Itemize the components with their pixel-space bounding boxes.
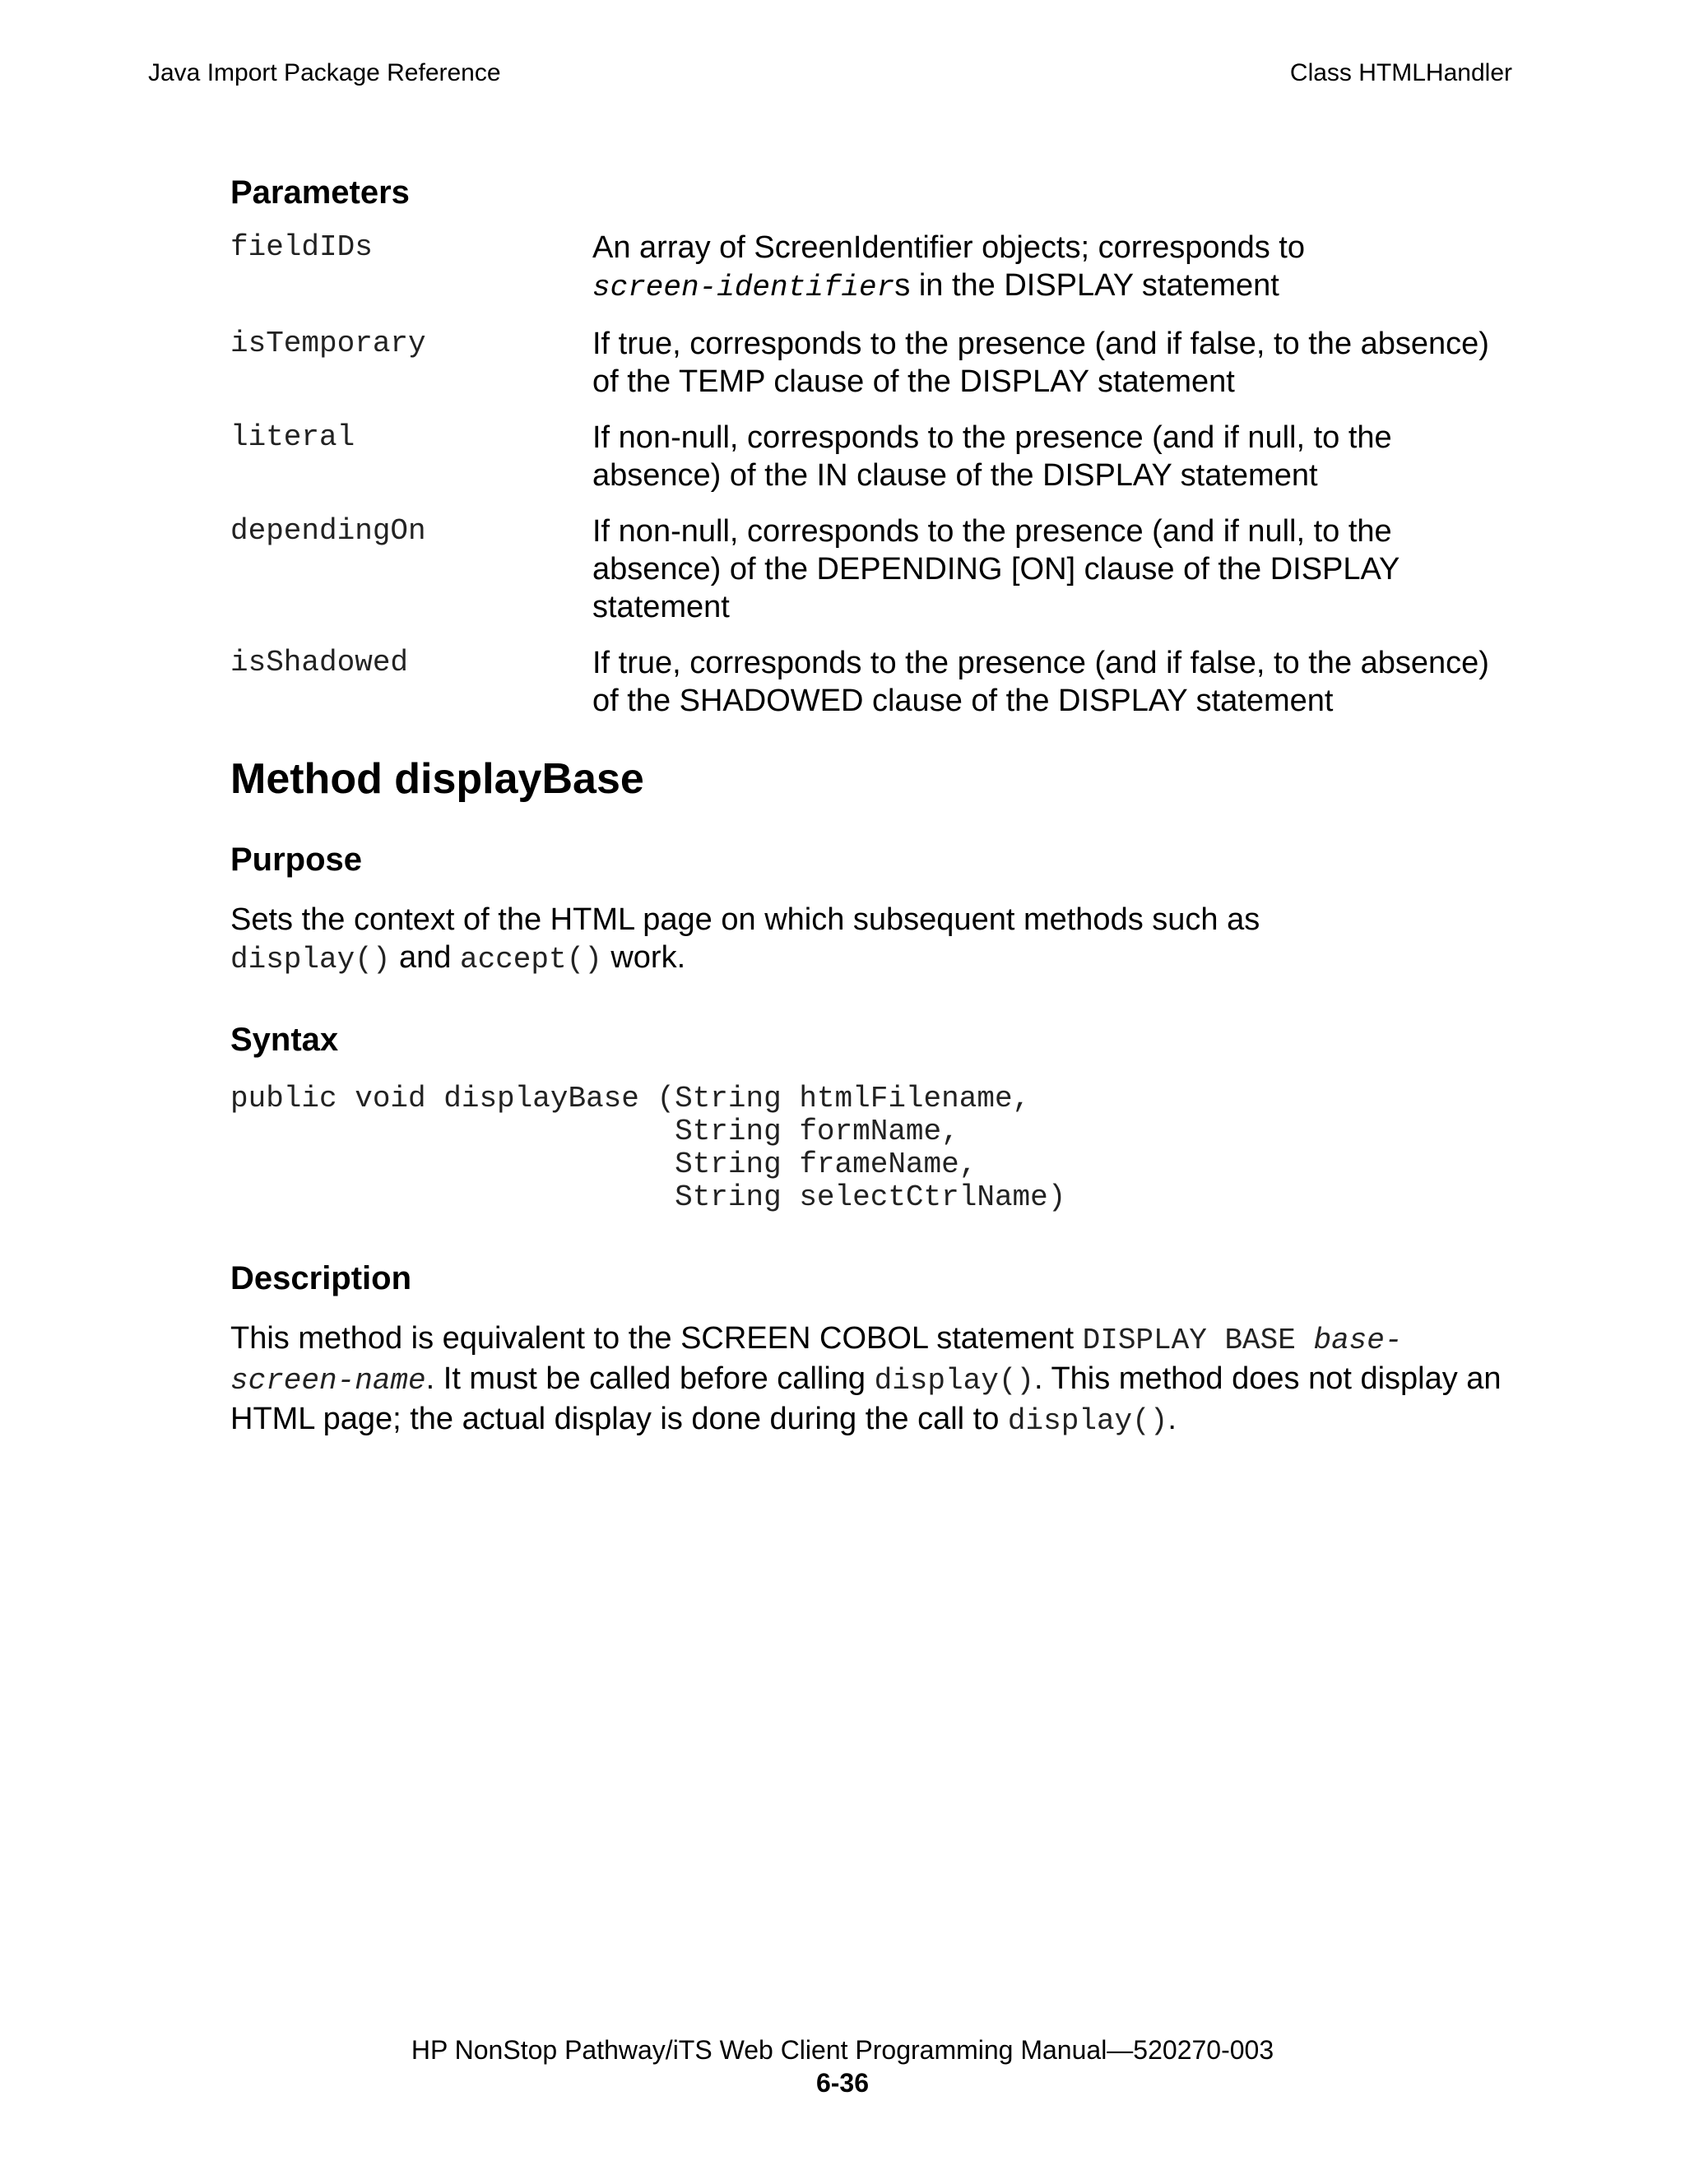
param-row-literal — [230, 419, 1514, 494]
inline-code: accept() — [459, 943, 602, 976]
header-left-title: Java Import Package Reference — [148, 59, 501, 86]
param-desc: If non-null, corresponds to the presence (and if null, to the absence) of the DEPENDING [ON] clause of the DISPLAY statement — [592, 514, 1400, 624]
description-text: This method is equivalent to the SCREEN COBOL statement — [230, 1321, 1083, 1356]
page-content — [230, 165, 1514, 1440]
syntax-heading: Syntax — [230, 1022, 339, 1058]
param-desc-text-rest: s in the DISPLAY statement — [894, 268, 1279, 303]
purpose-text: work. — [601, 940, 686, 975]
param-name: dependingOn — [230, 514, 426, 548]
param-desc: If true, corresponds to the presence (and if false, to the absence) of the TEMP clause of the DISPLAY statement — [592, 327, 1489, 399]
param-name: fieldIDs — [230, 230, 373, 264]
purpose-text: and — [390, 940, 460, 975]
param-row-dependingon — [230, 512, 1514, 626]
inline-code-italic: base-screen-name — [230, 1324, 1403, 1398]
param-name: isTemporary — [230, 327, 426, 360]
description-text: . It must be called before calling — [425, 1361, 875, 1396]
description-paragraph — [230, 1319, 1514, 1440]
param-row-fieldids — [230, 229, 1514, 307]
param-desc: If true, corresponds to the presence (and if false, to the absence) of the SHADOWED clause of the DISPLAY statement — [592, 646, 1489, 718]
purpose-text: Sets the context of the HTML page on which subsequent methods such as — [230, 902, 1260, 937]
purpose-heading: Purpose — [230, 842, 363, 878]
description-heading: Description — [230, 1260, 412, 1296]
page-footer — [0, 2033, 1685, 2099]
footer-manual-title: HP NonStop Pathway/iTS Web Client Programming Manual—520270-003 — [411, 2035, 1274, 2065]
param-name: literal — [230, 420, 355, 454]
purpose-paragraph — [230, 901, 1514, 979]
page-header — [148, 59, 1512, 92]
method-heading: Method displayBase — [230, 755, 644, 803]
page-number: 6-36 — [815, 2068, 870, 2098]
description-text: . This method does not display an HTML page; the actual display is done during the call to — [230, 1361, 1502, 1436]
description-text: . — [1167, 1402, 1177, 1436]
inline-code: DISPLAY BASE — [1082, 1324, 1296, 1357]
param-desc — [592, 229, 1514, 307]
header-right-title: Class HTMLHandler — [1289, 59, 1512, 86]
inline-code: display() — [230, 943, 391, 976]
param-desc-text: An array of ScreenIdentifier objects; corresponds to — [592, 230, 1306, 265]
param-desc-italic: screen-identifier — [592, 271, 895, 304]
param-row-isshadowed — [230, 644, 1514, 720]
param-name: isShadowed — [230, 646, 409, 679]
inline-code: display() — [874, 1364, 1035, 1398]
param-desc: If non-null, corresponds to the presence (and if null, to the absence) of the IN clause of the DISPLAY statement — [592, 420, 1392, 493]
syntax-code-block: public void displayBase (String htmlFilename, String formName, String frameName, String selectCtrlName) — [230, 1082, 1066, 1214]
parameters-heading: Parameters — [230, 174, 410, 211]
param-row-istemporary — [230, 325, 1514, 401]
inline-code: display() — [1007, 1404, 1168, 1438]
